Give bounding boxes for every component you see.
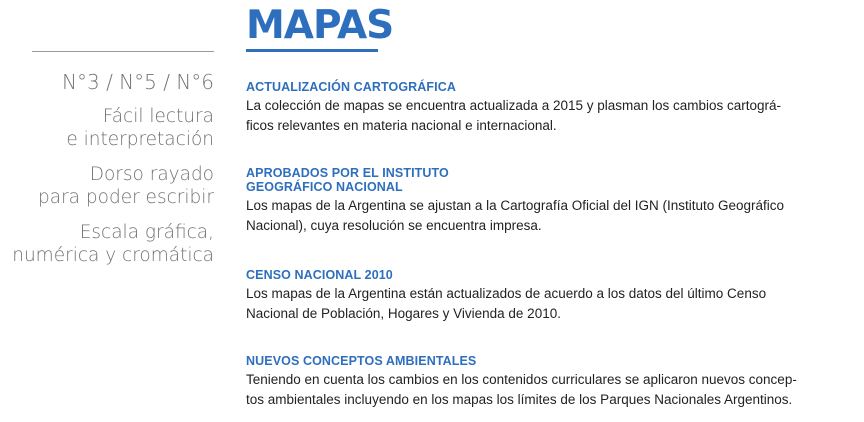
section-body-line: Los mapas de la Argentina están actualizados de acuerdo a los datos del último Censo <box>246 286 767 301</box>
section-body-line: Nacional de Población, Hogares y Vivienda de 2010. <box>246 306 561 321</box>
section-heading <box>246 268 766 282</box>
sidebar <box>0 68 214 280</box>
section-heading <box>246 354 797 368</box>
sidebar-divider <box>32 51 214 52</box>
feature-lined-back <box>0 164 214 209</box>
page-title: MAPAS <box>246 3 394 48</box>
section-cartographic-update <box>246 80 781 136</box>
section-body-line: Los mapas de la Argentina se ajustan a la Cartografía Oficial del IGN (Instituto Geográfico <box>246 198 785 213</box>
title-underline <box>246 49 378 52</box>
section-body <box>246 284 766 324</box>
section-heading <box>246 80 781 94</box>
section-heading-line: ACTUALIZACIÓN CARTOGRÁFICA <box>246 80 456 94</box>
feature-scales <box>0 222 214 267</box>
section-heading-line: CENSO NACIONAL 2010 <box>246 268 393 282</box>
section-body-line: La colección de mapas se encuentra actualizada a 2015 y plasman los cambios cartográ- <box>246 98 782 113</box>
section-body-line: Nacional), cuya resolución se encuentra impresa. <box>246 218 542 233</box>
section-ign-approved <box>246 166 784 236</box>
feature-line: e interpretación <box>66 128 214 150</box>
section-body-line: tos ambientales incluyendo en los mapas los límites de los Parques Nacionales Argentinos. <box>246 392 793 407</box>
section-body-line: ficos relevantes en materia nacional e internacional. <box>246 118 557 133</box>
section-body <box>246 196 784 236</box>
section-heading <box>246 166 784 194</box>
section-heading-line: GEOGRÁFICO NACIONAL <box>246 180 403 194</box>
section-heading-line: NUEVOS CONCEPTOS AMBIENTALES <box>246 354 477 368</box>
feature-easy-reading <box>0 106 214 151</box>
section-census-2010 <box>246 268 766 324</box>
edition-numbers: N°3 / N°5 / N°6 <box>62 70 214 94</box>
feature-line: para poder escribir <box>37 186 214 208</box>
section-body <box>246 96 781 136</box>
section-body <box>246 370 797 410</box>
feature-line: Dorso rayado <box>89 164 214 185</box>
section-body-line: Teniendo en cuenta los cambios en los contenidos curriculares se aplicaron nuevos concep- <box>246 372 797 387</box>
feature-line: Escala gráfica, <box>79 222 214 243</box>
section-environmental-concepts <box>246 354 797 410</box>
feature-line: numérica y cromática <box>12 244 214 266</box>
feature-line: Fácil lectura <box>102 106 214 127</box>
section-heading-line: APROBADOS POR EL INSTITUTO <box>246 166 449 180</box>
